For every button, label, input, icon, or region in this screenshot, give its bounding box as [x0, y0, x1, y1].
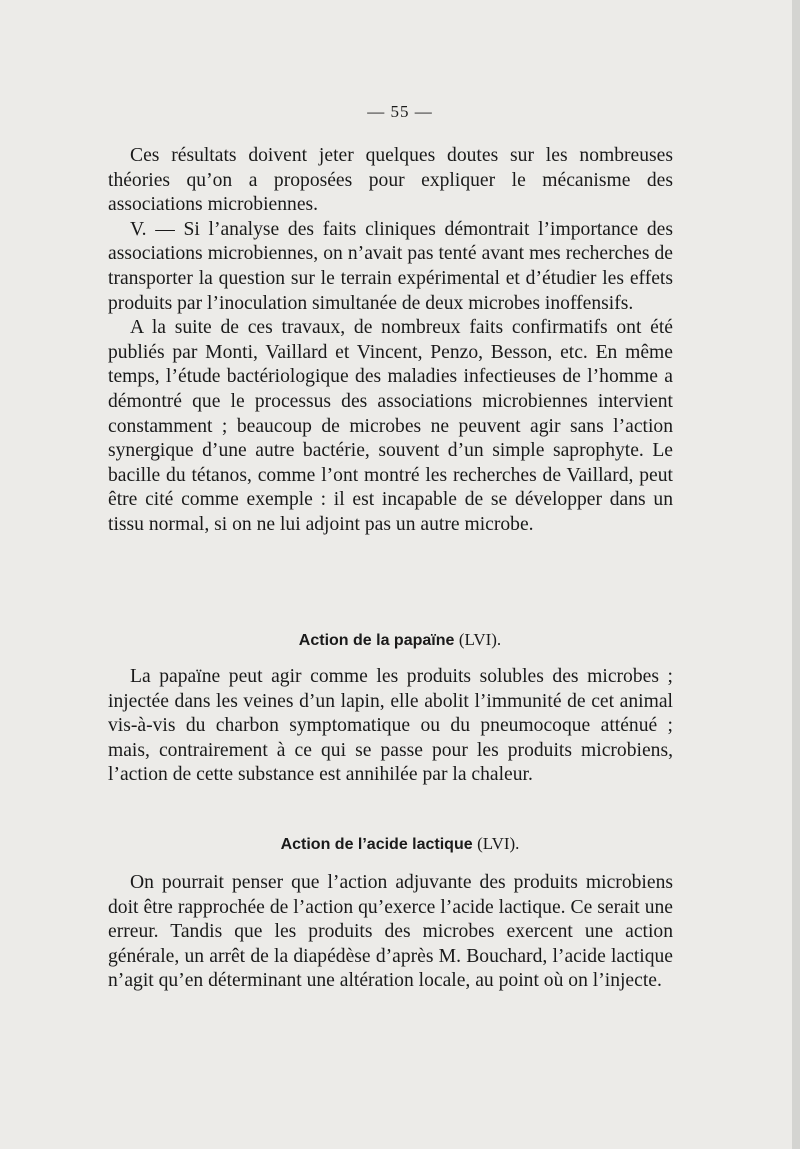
- section-heading-acide: [0, 834, 800, 854]
- body-text-acide: [108, 871, 673, 994]
- paragraph-2: V. — Si l’analyse des faits cliniques démontrait l’importance des associations microbiennes, on n’avait pas tenté avant mes recherches de transporter la question sur le terrain expérimental et d’étudier les effets produits par l’inoculation simultanée de deux microbes inoffensifs.: [108, 218, 673, 314]
- paragraph-papaine: La papaïne peut agir comme les produits solubles des microbes ; injectée dans les veines d’un lapin, elle abolit l’immunité de cet animal vis-à-vis du charbon symptomatique ou du pneumocoque atténué ; mais, contrairement à ce qui se passe pour les produits microbiens, l’action de cette substance est annihilée par la chaleur.: [108, 666, 673, 786]
- page-edge: [792, 0, 800, 1149]
- section-heading-papaine: [0, 630, 800, 650]
- paragraph-1: Ces résultats doivent jeter quelques doutes sur les nombreuses théories qu’on a proposées pour expliquer le mécanisme des associations microbiennes.: [108, 145, 673, 216]
- heading-ref: (LVI).: [477, 834, 520, 853]
- paragraph-3: A la suite de ces travaux, de nombreux faits confirmatifs ont été publiés par Monti, Vaillard et Vincent, Penzo, Besson, etc. En même temps, l’étude bactériologique des maladies infectieuses de l’homme a démontré que le processus des associations microbiennes intervient constamment ; beaucoup de microbes ne peuvent agir sans l’action synergique d’une autre bactérie, souvent d’un simple saprophyte. Le bacille du tétanos, comme l’ont montré les recherches de Vaillard, peut être cité comme exemple : il est incapable de se développer dans un tissu normal, si on ne lui adjoint pas un autre microbe.: [108, 317, 673, 535]
- paragraph-acide: On pourrait penser que l’action adjuvante des produits microbiens doit être rapprochée de l’action qu’exerce l’acide lactique. Ce serait une erreur. Tandis que les produits des microbes exercent une action générale, un arrêt de la diapédèse d’après M. Bouchard, l’acide lactique n’agit qu’en déterminant une altération locale, au point où on l’injecte.: [108, 872, 673, 992]
- body-text-top: [108, 144, 673, 538]
- heading-title: Action de l’acide lactique: [280, 836, 473, 853]
- body-text-papaine: [108, 665, 673, 788]
- heading-title: Action de la papaïne: [298, 632, 455, 649]
- page-number: — 55 —: [367, 102, 433, 121]
- heading-ref: (LVI).: [458, 630, 502, 649]
